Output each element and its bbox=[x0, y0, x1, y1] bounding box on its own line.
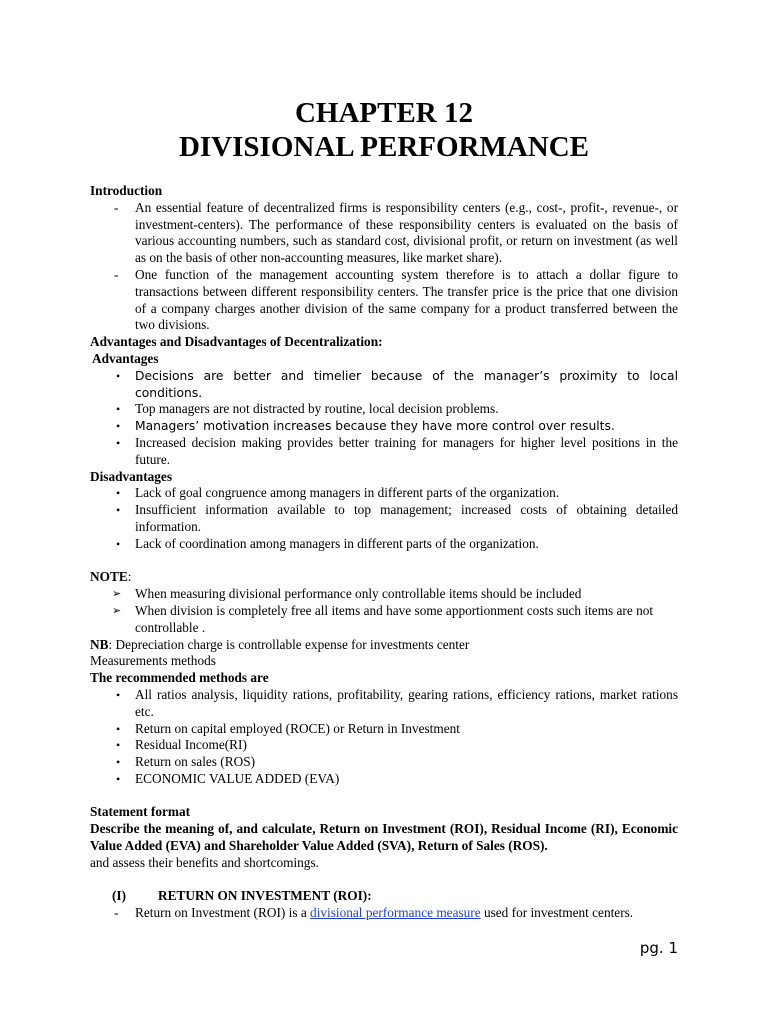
divisional-performance-link[interactable]: divisional performance measure bbox=[310, 905, 481, 921]
section-text-before: Return on Investment (ROI) is a bbox=[135, 905, 311, 921]
statement-heading: Statement format bbox=[90, 804, 191, 820]
list-item bbox=[90, 754, 678, 771]
note-heading bbox=[90, 569, 678, 586]
document-body bbox=[90, 183, 678, 922]
section-text bbox=[135, 905, 678, 922]
list-item bbox=[90, 905, 678, 922]
introduction-heading: Introduction bbox=[90, 183, 163, 198]
spacer bbox=[90, 553, 678, 570]
list-item bbox=[90, 586, 678, 603]
bullet-marker: • bbox=[116, 435, 121, 450]
list-item bbox=[90, 536, 678, 553]
list-item bbox=[90, 435, 678, 469]
chapter-name: DIVISIONAL PERFORMANCE bbox=[178, 131, 590, 163]
measurements-heading: Measurements methods bbox=[90, 653, 216, 669]
spacer bbox=[90, 872, 678, 889]
disadvantage-item: Lack of coordination among managers in different parts of the organization. bbox=[135, 535, 539, 551]
dash-marker: - bbox=[114, 199, 119, 215]
section-title: RETURN ON INVESTMENT (ROI): bbox=[158, 888, 372, 904]
advantage-item: Increased decision making provides better training for managers for higher level positions in the future. bbox=[135, 434, 678, 467]
introduction-item: One function of the management accounting system therefore is to attach a dollar figure to transactions between different responsibility centers. The transfer price is the price that one division of a company charges another division of the same company for a product transferred between the two divisions. bbox=[135, 266, 678, 333]
list-item bbox=[90, 502, 678, 536]
dash-marker: - bbox=[114, 905, 119, 921]
bullet-marker: • bbox=[116, 771, 121, 786]
chapter-number: CHAPTER 12 bbox=[294, 97, 474, 129]
bullet-marker: • bbox=[116, 755, 121, 770]
bullet-marker: • bbox=[116, 536, 121, 551]
spacer bbox=[90, 788, 678, 805]
list-item bbox=[90, 485, 678, 502]
bullet-marker: • bbox=[116, 738, 121, 753]
chapter-title bbox=[0, 96, 768, 164]
decentralization-heading: Advantages and Disadvantages of Decentralization: bbox=[90, 334, 383, 350]
arrow-marker: ➢ bbox=[112, 604, 122, 617]
list-item bbox=[90, 687, 678, 721]
introduction-item: An essential feature of decentralized firms is responsibility centers (e.g., cost-, profit-, revenue-, or investment-centers). The performance of these responsibility centers is evaluated on the basis of various accounting numbers, such as standard cost, divisional profit, or return on investment (as well as on the basis of other non-accounting measures, like market share). bbox=[135, 199, 678, 266]
list-item bbox=[90, 200, 678, 267]
bullet-marker: • bbox=[116, 503, 121, 518]
method-item: Residual Income(RI) bbox=[135, 737, 247, 753]
advantage-item: Managers’ motivation increases because they have more control over results. bbox=[135, 419, 615, 434]
bullet-marker: • bbox=[116, 721, 121, 736]
list-item bbox=[90, 737, 678, 754]
method-item: Return on capital employed (ROCE) or Return in Investment bbox=[135, 720, 460, 736]
bullet-marker: • bbox=[116, 687, 121, 702]
list-item bbox=[90, 603, 678, 637]
disadvantage-item: Lack of goal congruence among managers in different parts of the organization. bbox=[135, 485, 560, 501]
list-item bbox=[90, 401, 678, 418]
note-suffix: : bbox=[127, 569, 132, 585]
disadvantages-heading: Disadvantages bbox=[90, 468, 173, 484]
note-item: When measuring divisional performance only controllable items should be included bbox=[135, 586, 582, 602]
bullet-marker: • bbox=[116, 368, 121, 383]
method-item: ECONOMIC VALUE ADDED (EVA) bbox=[135, 770, 340, 786]
method-item: Return on sales (ROS) bbox=[135, 754, 256, 770]
list-item bbox=[90, 721, 678, 738]
bullet-marker: • bbox=[116, 419, 121, 434]
advantage-item: Top managers are not distracted by routine, local decision problems. bbox=[135, 401, 499, 417]
section-text-after: used for investment centers. bbox=[480, 905, 634, 921]
disadvantage-item: Insufficient information available to top management; increased costs of obtaining detailed information. bbox=[135, 502, 678, 534]
bullet-marker: • bbox=[116, 402, 121, 417]
statement-bold-text: Describe the meaning of, and calculate, Return on Investment (ROI), Residual Income (RI), Economic Value Added (EVA) and Shareholder Value Added (SVA), Return of Sales (ROS). bbox=[90, 821, 678, 854]
dash-marker: - bbox=[114, 266, 119, 282]
note-label: NOTE bbox=[90, 569, 128, 585]
method-item: All ratios analysis, liquidity rations, profitability, gearing rations, efficiency rations, market rations etc. bbox=[135, 686, 678, 719]
nb-text: : Depreciation charge is controllable expense for investments center bbox=[108, 636, 470, 652]
nb-label: NB bbox=[90, 636, 109, 652]
list-item bbox=[90, 418, 678, 435]
page-number: pg. 1 bbox=[639, 939, 678, 957]
section-heading bbox=[90, 888, 678, 905]
recommended-heading: The recommended methods are bbox=[90, 670, 269, 686]
statement-plain-text: and assess their benefits and shortcomings. bbox=[90, 854, 319, 870]
section-number: (I) bbox=[112, 888, 127, 904]
list-item bbox=[90, 267, 678, 334]
arrow-marker: ➢ bbox=[112, 588, 122, 601]
bullet-marker: • bbox=[116, 486, 121, 501]
nb-line bbox=[90, 637, 678, 654]
list-item bbox=[90, 368, 678, 402]
advantages-heading: Advantages bbox=[92, 350, 159, 366]
advantage-item: Decisions are better and timelier because of the manager’s proximity to local conditions. bbox=[135, 368, 678, 400]
list-item bbox=[90, 771, 678, 788]
note-item: When division is completely free all items and have some apportionment costs such items are not controllable . bbox=[135, 602, 654, 635]
